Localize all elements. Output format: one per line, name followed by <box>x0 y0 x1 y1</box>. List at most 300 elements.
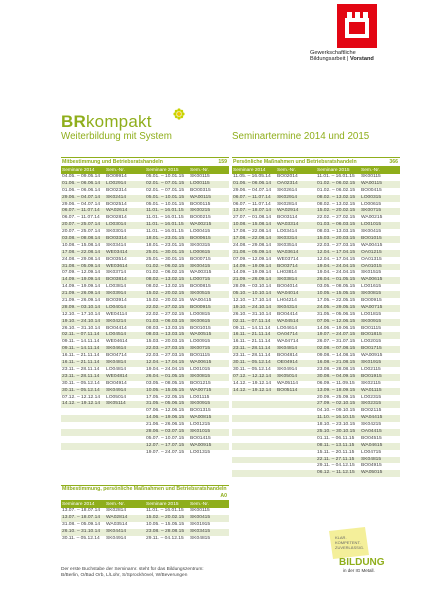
table-cell-date: 13.07. – 18.07.14 <box>233 208 272 214</box>
table-cell-date: 11.01. – 16.01.15 <box>146 229 184 235</box>
table-cell-number: OA02314 <box>277 180 298 186</box>
table-cell-number: LO04614 <box>277 325 298 331</box>
table-cell-date: 09.11. – 14.11.14 <box>62 346 100 352</box>
table-cell-date: 28.09. – 03.10.14 <box>233 284 272 290</box>
table-row <box>232 250 400 257</box>
table-cell-date: 04.10. – 09.10.15 <box>317 408 356 414</box>
column-header <box>61 501 229 508</box>
table-cell-date <box>232 401 276 408</box>
table-cell-number: BO01415 <box>190 435 211 441</box>
table-cell-date: 05.01. – 10.01.15 <box>146 201 185 207</box>
table-row <box>61 305 229 312</box>
table-cell-number <box>276 429 316 436</box>
table-cell-date: 23.11. – 28.11.14 <box>62 366 100 372</box>
table-row <box>61 215 229 222</box>
table-cell-number: LO00115 <box>190 180 210 186</box>
table-cell-number: LO04715 <box>361 449 382 455</box>
table-cell-number: BO00915 <box>361 298 382 304</box>
table-cell-number: BO00815 <box>190 284 211 290</box>
table-cell-number: LO04814 <box>106 366 127 372</box>
table-cell-number: LO00815 <box>190 311 211 317</box>
table-row <box>61 326 229 333</box>
table-row <box>232 222 400 229</box>
table-row <box>232 401 400 408</box>
table-cell-date: 26.10. – 31.10.14 <box>233 311 272 317</box>
table-cell-date: 16.11. – 21.11.14 <box>62 353 100 359</box>
table-cell-date: 23.11. – 28.11.14 <box>62 373 100 379</box>
table-cell-number: WA00215 <box>361 215 383 221</box>
table-cell-number: SK02315 <box>361 401 382 407</box>
table-cell-date: 01.02. – 06.02.15 <box>146 270 185 276</box>
table-cell-number: WA00215 <box>190 222 212 228</box>
section-count: A0 <box>220 492 227 499</box>
section-count: 366 <box>389 159 398 165</box>
table-cell-date: 09.11. – 14.11.14 <box>233 325 271 331</box>
table-row <box>232 229 400 236</box>
table-cell-date: 08.02. – 13.02.15 <box>317 194 356 200</box>
table-cell-number: BO00415 <box>361 187 382 193</box>
table-cell-date: 06.09. – 11.09.15 <box>317 380 355 386</box>
table-cell-number: WE04614 <box>106 339 128 345</box>
table-row <box>232 374 400 381</box>
table-cell-number: BO03114 <box>277 215 298 221</box>
table-cell-number: WA04615 <box>361 442 383 448</box>
table-cell-number: SK00915 <box>190 401 211 407</box>
table-cell-number: SK00215 <box>190 208 211 214</box>
table-cell-date: 14.06. – 19.06.15 <box>146 415 185 421</box>
table-cell-number <box>276 463 316 470</box>
table-row <box>61 388 229 395</box>
table-cell-date: 14.12. – 19.12.14 <box>233 380 272 386</box>
table-cell-number: OA01315 <box>361 256 382 262</box>
title-kompakt: kompakt <box>85 112 152 131</box>
table-cell-number: BO00315 <box>190 187 211 193</box>
table-cell-date <box>61 429 105 436</box>
table-row <box>232 181 400 188</box>
table-cell-date: 26.07. – 31.07.15 <box>317 339 356 345</box>
table-cell-number: SK00915 <box>361 318 382 324</box>
footer-line2: B/Berlin, O/Bad Orb, L/Lohr, S/Sprockhövel, W/Beverungen <box>61 573 188 579</box>
table-cell-date: 23.11. – 28.11.14 <box>233 346 271 352</box>
table-cell-number: BO01015 <box>361 236 382 242</box>
table-cell-date: 08.03. – 13.03.15 <box>146 325 185 331</box>
table-cell-number: BO03514 <box>106 256 127 262</box>
table-cell-date: 19.04. – 24.04.15 <box>317 270 356 276</box>
table-cell-number: LO01615 <box>361 284 382 290</box>
table-cell-number: WA00815 <box>190 415 212 421</box>
table-cell-date <box>232 463 276 470</box>
table-row <box>232 236 400 243</box>
table-cell-number: BO04014 <box>277 284 298 290</box>
table-cell-number: WA00515 <box>190 332 212 338</box>
table-row <box>232 367 400 374</box>
table-cell-date <box>232 395 276 402</box>
badge-small2: KOMPETENT. <box>335 540 361 545</box>
table-row <box>61 284 229 291</box>
table-cell-date <box>232 422 276 429</box>
table-cell-number: LO02015 <box>361 339 382 345</box>
table-row <box>232 277 400 284</box>
brand-line2: Bildungsarbeit <box>310 56 346 63</box>
table-cell-date: 18.10. – 23.10.15 <box>317 422 356 428</box>
table-cell-number: SK02814 <box>106 508 127 513</box>
table-cell-date: 13.07. – 18.07.14 <box>62 508 101 513</box>
table-cell-number: SK04214 <box>106 318 127 324</box>
table-cell-number: BO03914 <box>106 298 127 304</box>
table-cell-date: 15.11. – 20.11.15 <box>317 449 355 455</box>
column-header <box>61 167 229 174</box>
table-row <box>61 208 229 215</box>
table-cell-number: BO01715 <box>361 346 382 352</box>
col-seminare-2014: Seminare 2014 <box>62 502 95 507</box>
table-cell-number: BO00715 <box>190 256 211 262</box>
table-cell-date: 01.11. – 06.11.15 <box>317 435 355 441</box>
table-cell-number: BO00215 <box>190 215 211 221</box>
table-cell-number: LH04214 <box>277 298 297 304</box>
table-cell-number: WA00415 <box>190 298 212 304</box>
table-cell-number: BO01215 <box>190 380 211 386</box>
table-cell-number: BO00915 <box>190 304 211 310</box>
table-cell-date <box>232 415 276 422</box>
table-cell-date: 08.03. – 13.03.15 <box>317 229 356 235</box>
table-cell-date: 31.05. – 05.06.15 <box>317 311 356 317</box>
table-row <box>232 243 400 250</box>
section-rows <box>61 174 229 457</box>
table-cell-number: BO00615 <box>190 236 211 242</box>
table-row <box>61 395 229 402</box>
table-cell-number <box>276 401 316 408</box>
table-cell-number: WA00715 <box>190 387 212 393</box>
table-row <box>232 353 400 360</box>
table-row <box>61 346 229 353</box>
table-cell-number: LO04514 <box>106 332 127 338</box>
table-cell-date: 14.09. – 19.09.14 <box>62 277 101 283</box>
table-cell-date: 28.09. – 03.10.14 <box>62 304 101 310</box>
table-cell-number: WA00315 <box>190 270 212 276</box>
table-cell-date <box>232 457 276 464</box>
section-title: Persönliche Maßnahmen und Betriebsratshandeln <box>233 159 357 165</box>
table-cell-number <box>276 470 316 477</box>
col-seminare-2015: Seminare 2015 <box>146 502 179 507</box>
table-cell-number <box>276 436 316 443</box>
table-cell-date: 05.10. – 10.10.14 <box>233 291 272 297</box>
table-cell-number: LO01015 <box>361 222 382 228</box>
table-row <box>61 436 229 443</box>
table-cell-date: 12.04. – 17.04.15 <box>146 360 185 366</box>
table-cell-date: 14.09. – 19.09.14 <box>233 263 272 269</box>
table-cell-number: BO05114 <box>277 387 298 393</box>
table-row <box>232 429 400 436</box>
section-rows <box>61 508 229 542</box>
table-cell-number: SK03514 <box>277 242 298 248</box>
table-cell-number: SK00715 <box>190 346 211 352</box>
table-cell-date: 19.10. – 24.10.14 <box>62 318 101 324</box>
table-cell-date: 01.03. – 06.03.15 <box>317 222 356 228</box>
brand-line3: Vorstand <box>350 56 374 63</box>
table-cell-date: 22.03. – 27.03.15 <box>146 353 185 359</box>
column-header <box>232 167 400 174</box>
col-semnr-2015: Sem.-Nr. <box>190 502 209 507</box>
table-cell-number: BO02014 <box>277 174 298 179</box>
table-row <box>61 291 229 298</box>
table-cell-number: BO04515 <box>361 435 382 441</box>
table-cell-number: SK00415 <box>361 229 382 235</box>
table-cell-date: 11.01. – 16.01.15 <box>146 215 184 221</box>
table-cell-number: SK05014 <box>277 373 298 379</box>
table-cell-number: LO00615 <box>361 201 382 207</box>
table-cell-date: 12.04. – 17.04.15 <box>317 256 356 262</box>
table-cell-date: 09.11. – 14.11.14 <box>62 339 100 345</box>
table-cell-number: WA02614 <box>106 208 128 214</box>
table-row <box>61 515 229 522</box>
table-cell-number <box>276 408 316 415</box>
table-cell-date: 07.09. – 12.09.14 <box>62 270 101 276</box>
table-cell-date: 02.01. – 07.01.15 <box>146 180 185 186</box>
table-cell-date: 12.10. – 17.10.14 <box>233 298 272 304</box>
table-row <box>232 422 400 429</box>
section-persoenliche-massnahmen <box>232 157 400 477</box>
table-row <box>61 277 229 284</box>
table-cell-number: BO03714 <box>277 263 298 269</box>
table-row <box>232 332 400 339</box>
table-cell-date: 10.05. – 15.05.15 <box>146 521 185 527</box>
table-cell-date: 17.05. – 22.05.15 <box>146 394 185 400</box>
table-row <box>232 270 400 277</box>
table-cell-date <box>61 436 105 443</box>
table-row <box>61 422 229 429</box>
table-cell-number: LO00715 <box>190 277 211 283</box>
table-cell-date: 22.11. – 27.11.15 <box>317 456 355 462</box>
table-cell-date: 29.11. – 04.12.15 <box>146 535 184 541</box>
col-semnr-2014: Sem.-Nr. <box>277 168 296 173</box>
table-cell-number: SK01915 <box>190 521 211 527</box>
table-cell-date: 19.07. – 24.07.15 <box>317 332 356 338</box>
table-cell-number: LO04014 <box>106 304 127 310</box>
table-cell-date: 03.05. – 08.05.15 <box>317 284 356 290</box>
table-cell-date: 15.02. – 20.02.15 <box>146 298 185 304</box>
table-cell-date: 25.01. – 30.01.15 <box>146 256 185 262</box>
table-cell-number: LO05014 <box>106 394 127 400</box>
table-cell-number <box>105 408 145 415</box>
table-row <box>232 381 400 388</box>
table-cell-date: 14.09. – 19.09.14 <box>62 284 101 290</box>
title-br: BR <box>61 112 86 131</box>
table-cell-number: WA04714 <box>277 339 299 345</box>
col-seminare-2015: Seminare 2015 <box>317 168 350 173</box>
table-cell-date: 04.05. – 09.05.14 <box>62 174 101 179</box>
table-row <box>61 174 229 181</box>
table-cell-number: SK04914 <box>277 366 298 372</box>
table-cell-number: WE03714 <box>277 256 299 262</box>
table-row <box>61 243 229 250</box>
table-cell-date: 17.08. – 22.08.14 <box>233 236 272 242</box>
section-mitbestimmung <box>61 157 229 457</box>
table-cell-date: 05.01. – 10.01.15 <box>146 174 185 179</box>
table-cell-date: 05.01. – 10.01.15 <box>146 194 185 200</box>
table-cell-number: LH03814 <box>277 270 297 276</box>
table-cell-date: 17.08. – 22.08.14 <box>62 249 101 255</box>
table-cell-number: BO02514 <box>106 201 127 207</box>
table-cell-date: 28.06. – 03.07.15 <box>146 428 185 434</box>
table-cell-date: 31.08. – 05.09.14 <box>62 521 101 527</box>
badge-big: BILDUNG <box>339 557 385 568</box>
table-cell-number: BO01315 <box>190 408 211 414</box>
table-cell-date: 16.11. – 21.11.14 <box>233 339 271 345</box>
table-cell-date: 22.03. – 27.03.15 <box>146 346 185 352</box>
table-row <box>232 346 400 353</box>
table-cell-number: WA03614 <box>277 249 299 255</box>
table-cell-number: BO01015 <box>190 325 211 331</box>
subtitle-right: Seminartermine 2014 und 2015 <box>232 131 370 142</box>
table-cell-number: WA01115 <box>361 387 382 393</box>
table-cell-number: SK00115 <box>190 508 210 513</box>
table-cell-number <box>276 395 316 402</box>
section-rows <box>232 174 400 477</box>
page-title <box>61 112 152 132</box>
table-cell-number: LO01815 <box>361 311 382 317</box>
table-cell-number: SK00315 <box>190 242 211 248</box>
table-row <box>61 381 229 388</box>
table-row <box>61 298 229 305</box>
table-cell-number: SK01515 <box>361 270 382 276</box>
badge-graphic <box>325 525 387 577</box>
table-row <box>61 360 229 367</box>
table-cell-date: 10.05. – 15.05.15 <box>146 387 185 393</box>
table-cell-date: 31.05. – 05.06.15 <box>146 401 185 407</box>
section-header <box>232 157 400 167</box>
table-cell-number: BO01915 <box>361 373 382 379</box>
table-cell-date: 15.03. – 20.03.15 <box>317 236 356 242</box>
table-cell-number: SK00115 <box>190 174 210 179</box>
col-seminare-2014: Seminare 2014 <box>62 168 95 173</box>
table-row <box>232 305 400 312</box>
table-cell-date: 08.02. – 13.02.15 <box>317 201 356 207</box>
table-cell-number: OE04914 <box>277 360 298 366</box>
table-cell-date <box>232 429 276 436</box>
table-cell-number: SK04215 <box>361 422 382 428</box>
table-cell-number: WA00615 <box>361 277 383 283</box>
table-cell-date: 31.08. – 05.09.14 <box>62 263 101 269</box>
table-cell-date: 20.07. – 25.07.14 <box>62 222 101 228</box>
table-row <box>232 319 400 326</box>
table-cell-date: 07.12. – 12.12.14 <box>233 373 272 379</box>
table-cell-date: 30.08. – 04.09.15 <box>317 373 356 379</box>
section-header <box>61 157 229 167</box>
table-row <box>232 339 400 346</box>
table-row <box>232 395 400 402</box>
table-cell-number: WA05015 <box>361 470 383 476</box>
table-cell-number: BO04915 <box>361 463 382 469</box>
badge-small3: ZUVERLÄSSIG. <box>335 545 365 550</box>
table-cell-number: SK00615 <box>190 318 211 324</box>
table-cell-date: 09.08. – 14.08.15 <box>317 353 356 359</box>
table-cell-number: SK03415 <box>190 528 211 534</box>
table-row <box>61 202 229 209</box>
table-cell-number: SK00115 <box>361 174 381 179</box>
section-count: 159 <box>218 159 227 165</box>
table-cell-number: WA03314 <box>277 222 299 228</box>
table-cell-number: WA04415 <box>361 415 383 421</box>
table-cell-date: 23.08. – 28.08.15 <box>317 366 356 372</box>
table-cell-number: LO03814 <box>106 284 127 290</box>
table-cell-number: SK04814 <box>106 360 127 366</box>
table-row <box>61 312 229 319</box>
table-row <box>232 470 400 477</box>
table-row <box>232 208 400 215</box>
table-cell-date: 30.11. – 05.12.14 <box>62 387 100 393</box>
table-cell-number <box>276 415 316 422</box>
table-cell-date: 01.02. – 06.02.15 <box>317 187 356 193</box>
table-cell-number: BO01815 <box>361 332 382 338</box>
table-cell-date: 20.07. – 25.07.14 <box>62 229 101 235</box>
table-cell-date: 17.05. – 22.05.15 <box>317 298 356 304</box>
bildung-badge <box>325 525 387 577</box>
table-cell-number: SK05114 <box>106 401 126 407</box>
table-cell-number: SK04614 <box>106 346 127 352</box>
table-cell-number: SK04314 <box>277 304 298 310</box>
table-cell-date: 26.04. – 01.05.15 <box>146 373 185 379</box>
table-row <box>232 443 400 450</box>
table-cell-number <box>105 450 145 457</box>
table-cell-number: WA00115 <box>190 194 211 200</box>
table-cell-date: 23.08. – 28.08.15 <box>146 528 185 534</box>
table-cell-date: 01.06. – 06.06.14 <box>62 187 101 193</box>
table-cell-date <box>61 415 105 422</box>
table-cell-date <box>232 436 276 443</box>
table-cell-number: SK03014 <box>106 229 127 235</box>
table-row <box>61 429 229 436</box>
table-row <box>61 522 229 529</box>
col-semnr-2014: Sem.-Nr. <box>106 168 125 173</box>
table-cell-date: 11.01. – 16.01.15 <box>146 222 184 228</box>
table-cell-number: SK00715 <box>361 208 382 214</box>
table-cell-date: 23.11. – 28.11.14 <box>233 353 271 359</box>
table-cell-number <box>105 436 145 443</box>
table-cell-number: SK03914 <box>106 291 127 297</box>
table-cell-date: 29.06. – 04.07.14 <box>62 201 101 207</box>
col-semnr-2015: Sem.-Nr. <box>361 168 380 173</box>
col-semnr-2015: Sem.-Nr. <box>190 168 209 173</box>
table-cell-date: 07.06. – 12.06.15 <box>317 318 356 324</box>
table-cell-date <box>61 443 105 450</box>
table-cell-date: 30.11. – 05.12.14 <box>233 366 271 372</box>
table-cell-date: 13.07. – 18.07.14 <box>62 514 101 520</box>
table-cell-date: 01.02. – 06.02.15 <box>317 180 356 186</box>
table-cell-number: BO01115 <box>190 353 210 359</box>
table-cell-date: 26.10. – 31.10.14 <box>62 528 101 534</box>
table-cell-date: 14.12. – 19.12.14 <box>62 401 101 407</box>
table-cell-number: LO01115 <box>190 394 210 400</box>
table-row <box>232 436 400 443</box>
table-row <box>232 174 400 181</box>
table-cell-date: 21.09. – 26.09.14 <box>62 291 101 297</box>
table-row <box>61 353 229 360</box>
table-row <box>232 264 400 271</box>
table-cell-date: 12.04. – 17.04.15 <box>317 249 356 255</box>
table-cell-number: WE04114 <box>106 311 128 317</box>
table-row <box>232 312 400 319</box>
table-cell-date: 02.11. – 07.11.14 <box>62 332 100 338</box>
table-row <box>61 250 229 257</box>
table-cell-number: BO03814 <box>106 277 127 283</box>
table-cell-number: LO00315 <box>361 194 382 200</box>
table-cell-date: 20.09. – 25.09.15 <box>317 394 356 400</box>
table-row <box>232 298 400 305</box>
footer-line1: Der erste Buchstabe der Seminarnr. steht für das Bildungszentrum: <box>61 567 204 572</box>
table-cell-date: 08.03. – 13.03.15 <box>146 332 185 338</box>
table-cell-number: BO02314 <box>106 187 127 193</box>
table-row <box>61 443 229 450</box>
